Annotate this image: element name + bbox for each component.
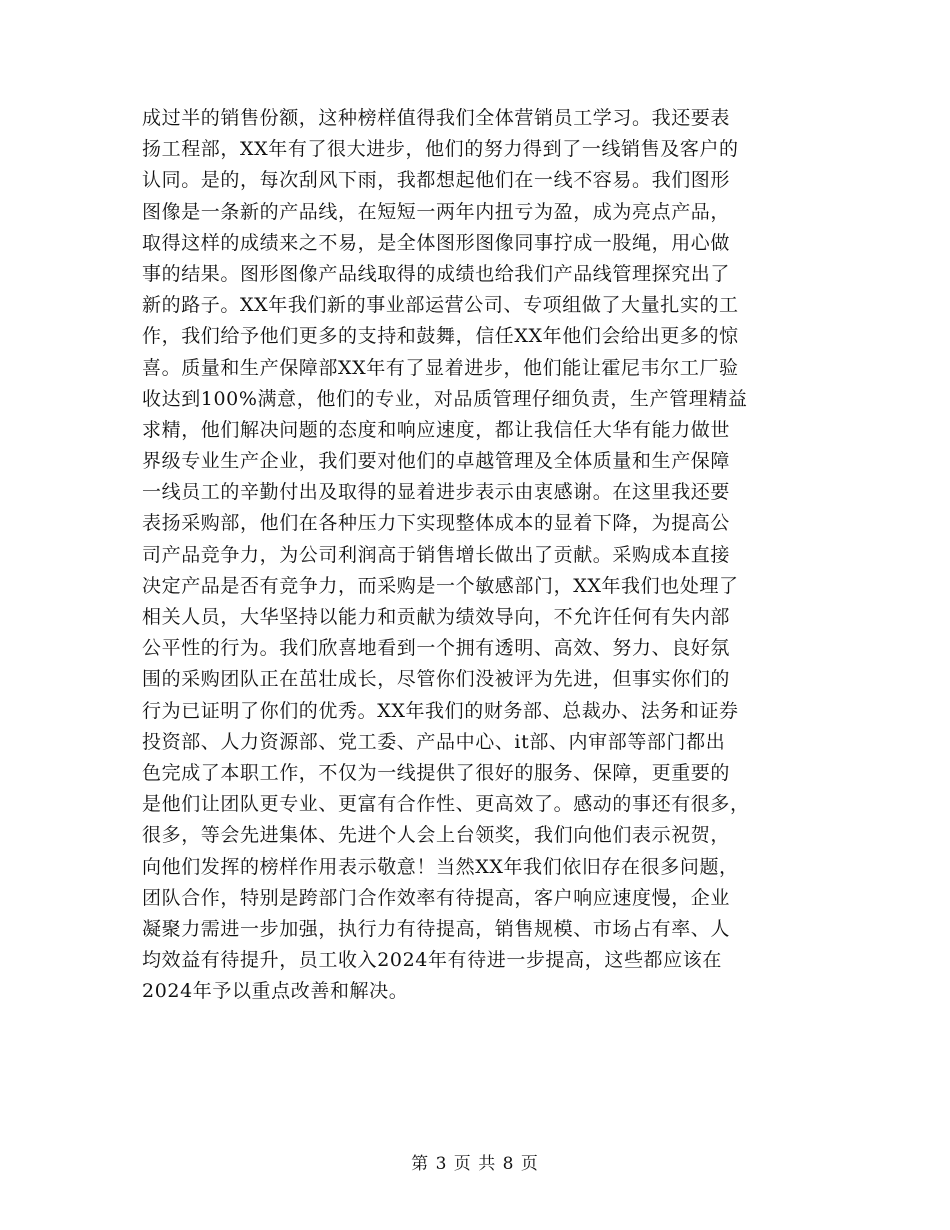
text-line: 均效益有待提升，员工收入2024年有待进一步提高，这些都应该在 (142, 949, 722, 972)
text-line: 一线员工的辛勤付出及取得的显着进步表示由衷感谢。在这里我还要 (142, 481, 731, 504)
text-line: 表扬采购部，他们在各种压力下实现整体成本的显着下降，为提高公 (142, 512, 731, 535)
text-line: 作，我们给予他们更多的支持和鼓舞，信任XX年他们会给出更多的惊 (142, 325, 739, 348)
text-line: 认同。是的，每次刮风下雨，我都想起他们在一线不容易。我们图形 (142, 169, 731, 192)
text-line: 司产品竞争力，为公司利润高于销售增长做出了贡献。采购成本直接 (142, 543, 731, 566)
text-line: 相关人员，大华坚持以能力和贡献为绩效导向，不允许任何有失内部 (142, 606, 731, 628)
page-number-footer: 第 3 页 共 8 页 (411, 1154, 539, 1174)
text-line: 向他们发挥的榜样作用表示敬意！当然XX年我们依旧存在很多问题， (142, 855, 739, 878)
text-line: 收达到100%满意，他们的专业，对品质管理仔细负责，生产管理精益 (142, 387, 748, 410)
text-line: 喜。质量和生产保障部XX年有了显着进步，他们能让霍尼韦尔工厂验 (142, 356, 739, 379)
text-line: 凝聚力需进一步加强，执行力有待提高，销售规模、市场占有率、人 (142, 917, 731, 940)
text-line: 团队合作，特别是跨部门合作效率有待提高，客户响应速度慢，企业 (142, 886, 731, 909)
text-line: 取得这样的成绩来之不易，是全体图形图像同事拧成一股绳，用心做 (142, 231, 731, 254)
text-line: 围的采购团队正在茁壮成长，尽管你们没被评为先进，但事实你们的 (142, 668, 731, 691)
text-line: 求精，他们解决问题的态度和响应速度，都让我信任大华有能力做世 (142, 418, 731, 441)
text-line: 事的结果。图形图像产品线取得的成绩也给我们产品线管理探究出了 (142, 262, 731, 285)
text-line: 新的路子。XX年我们新的事业部运营公司、专项组做了大量扎实的工 (142, 294, 739, 317)
text-line: 是他们让团队更专业、更富有合作性、更高效了。感动的事还有很多， (142, 793, 750, 816)
body-text (142, 103, 842, 1007)
text-line: 行为已证明了你们的优秀。XX年我们的财务部、总裁办、法务和证券 (142, 699, 739, 722)
text-line: 公平性的行为。我们欣喜地看到一个拥有透明、高效、努力、良好氛 (142, 637, 731, 660)
text-line: 成过半的销售份额，这种榜样值得我们全体营销员工学习。我还要表 (142, 107, 731, 129)
text-line: 色完成了本职工作，不仅为一线提供了很好的服务、保障，更重要的 (142, 761, 731, 784)
text-line: 2024年予以重点改善和解决。 (142, 980, 409, 1003)
text-line: 图像是一条新的产品线，在短短一两年内扭亏为盈，成为亮点产品， (142, 200, 731, 223)
text-line: 投资部、人力资源部、党工委、产品中心、it部、内审部等部门都出 (142, 730, 726, 753)
text-line: 扬工程部，XX年有了很大进步，他们的努力得到了一线销售及客户的 (142, 138, 739, 161)
text-line: 很多，等会先进集体、先进个人会上台领奖，我们向他们表示祝贺， (142, 824, 731, 847)
text-line: 决定产品是否有竞争力，而采购是一个敏感部门，XX年我们也处理了 (142, 574, 739, 597)
text-line: 界级专业生产企业，我们要对他们的卓越管理及全体质量和生产保障 (142, 450, 731, 473)
